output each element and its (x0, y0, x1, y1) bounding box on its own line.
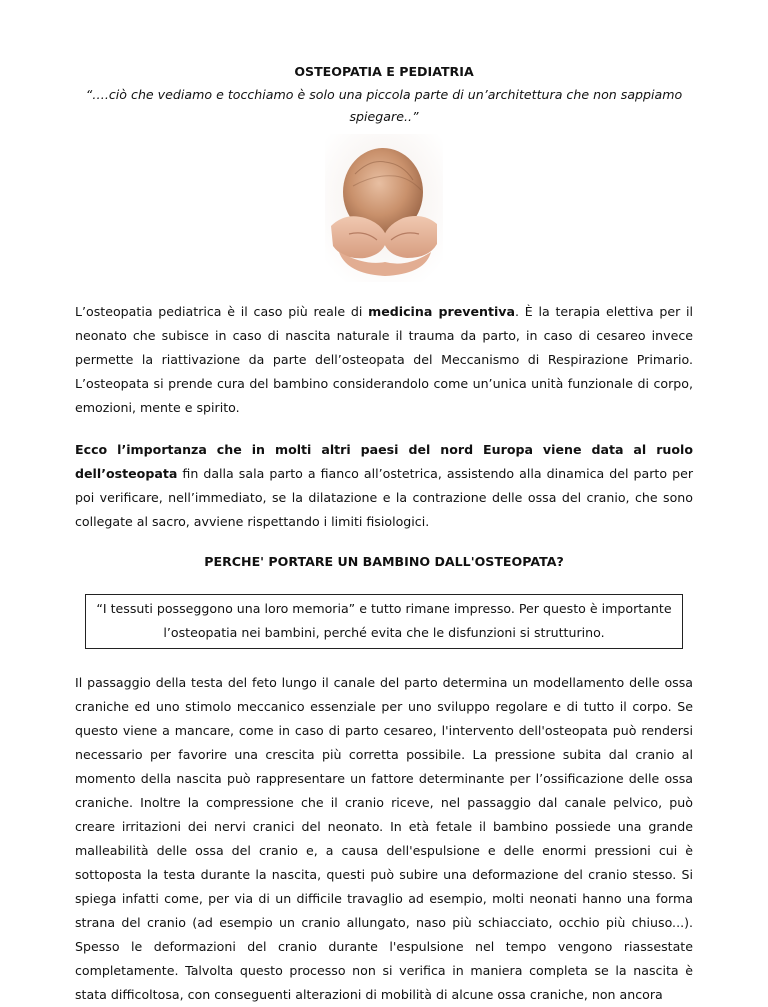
paragraph-europe (75, 438, 693, 534)
paragraph-intro (75, 300, 693, 420)
document-title: OSTEOPATIA E PEDIATRIA (294, 64, 474, 79)
baby-head-in-hands-photo (325, 134, 443, 282)
section-subtitle: PERCHE' PORTARE UN BAMBINO DALL'OSTEOPATA? (204, 554, 564, 569)
memory-quote-box: “I tessuti posseggono una loro memoria” e tutto rimane impresso. Per questo è importante l’osteopatia nei bambini, perché evita che le disfunzioni si strutturino. (85, 594, 683, 649)
quote-line-1: “….ciò che vediamo e tocchiamo è solo una piccola parte di un’architettura che non sappiamo (85, 87, 683, 102)
photo-container (75, 134, 693, 282)
opening-quote (75, 84, 693, 128)
para2-bold: Ecco l’importanza che in molti altri paesi del nord Europa viene data al ruolo dell’osteopata (75, 442, 693, 481)
paragraph-birth-canal: Il passaggio della testa del feto lungo il canale del parto determina un modellamento delle ossa craniche ed uno stimolo meccanico essenziale per uno sviluppo regolare e di tutto il corpo. Se questo viene a mancare, come in caso di parto cesareo, l'intervento dell'osteopata può rendersi necessario per favorire una crescita più corretta possibile. La pressione subita dal cranio al momento della nascita può rappresentare un fattore determinante per l’ossificazione delle ossa craniche. Inoltre la compressione che il cranio riceve, nel passaggio dal canale pelvico, può creare irritazioni dei nervi cranici del neonato. In età fetale il bambino possiede una grande malleabilità delle ossa del cranio e, a causa dell'espulsione e delle enormi pressioni cui è sottoposta la testa durante la nascita, questi può subire una deformazione del cranio stesso. Si spiega infatti come, per via di un difficile travaglio ad esempio, molti neonati hanno una forma strana del cranio (ad esempio un cranio allungato, naso più schiacciato, occhio più chiuso...). Spesso le deformazioni del cranio durante l'espulsione nel tempo vengono riassestate completamente. Talvolta questo processo non si verifica in maniera completa se la nascita è stata difficoltosa, con conseguenti alterazioni di mobilità di alcune ossa craniche, non ancora (75, 675, 693, 1002)
quote-line-2: spiegare..” (349, 109, 419, 124)
para1-bold: medicina preventiva (368, 304, 516, 319)
para1-text-a: L’osteopatia pediatrica è il caso più reale di (75, 304, 369, 319)
para2-text: fin dalla sala parto a fianco all’ostetrica, assistendo alla dinamica del parto per poi verificare, nell’immediato, se la dilatazione e la contrazione delle ossa del cranio, che sono collegate al sacro, avviene rispettando i limiti fisiologici. (75, 466, 693, 529)
para1-text-b: . È la terapia elettiva per il neonato che subisce in caso di nascita naturale il trauma da parto, in caso di cesareo invece permette la riattivazione da parte dell’osteopata del Meccanismo di Respirazione Primario. L’osteopata si prende cura del bambino considerandolo come un’unica unità funzionale di corpo, emozioni, mente e spirito. (75, 304, 694, 415)
document-page (75, 62, 693, 1007)
